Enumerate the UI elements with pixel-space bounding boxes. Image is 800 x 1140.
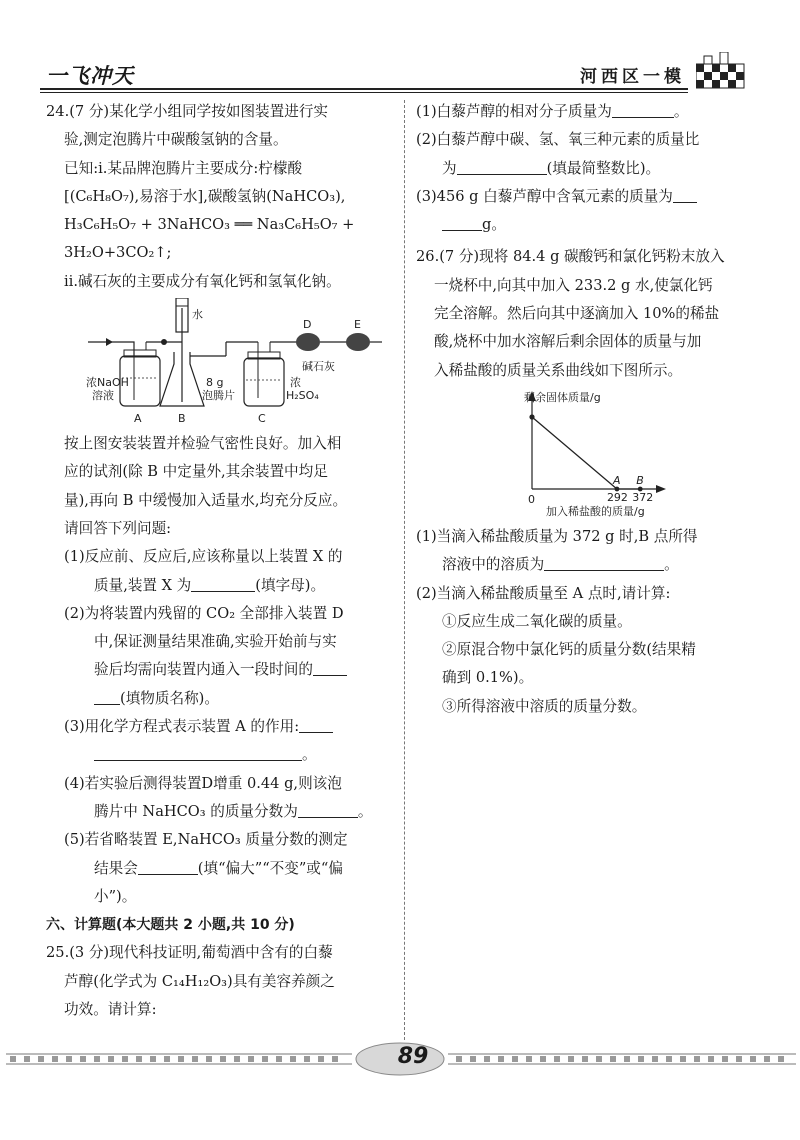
q26-sub2-item2-line1: ②原混合物中氯化钙的质量分数(结果精: [442, 641, 696, 659]
left-column: [46, 98, 396, 1024]
q24-proc-4: 请回答下列问题:: [64, 519, 172, 537]
drying-tube-e: [346, 333, 370, 351]
header-exam-name: 河西区一模: [580, 67, 685, 87]
answer-blank[interactable]: [94, 689, 120, 705]
q24-sub5-line2: 结果会 (填“偏大”“不变”或“偏: [94, 859, 343, 877]
q24-sub5-line1: (5)若省略装置 E,NaHCO₃ 质量分数的测定: [64, 831, 348, 849]
q24-known-2: [(C₆H₈O₇),易溶于水],碳酸氢钠(NaHCO₃),: [64, 187, 346, 205]
fig-sodalime: 碱石灰: [302, 360, 335, 374]
q26-sub2-item3: ③所得溶液中溶质的质量分数。: [442, 697, 647, 715]
header-rule: [40, 88, 688, 90]
fig-h2so4-2: H₂SO₄: [286, 389, 319, 403]
q24-sub4-line1: (4)若实验后测得装置D增重 0.44 g,则该泡: [64, 774, 342, 792]
q24-sub1-line2: 质量,装置 X 为 (填字母)。: [94, 576, 326, 594]
answer-blank[interactable]: [313, 661, 347, 677]
q26-line4: 酸,烧杯中加水溶解后剩余固体的质量与加: [434, 333, 702, 351]
page-number: 89: [397, 1044, 429, 1069]
fig-naoh-1: 浓NaOH: [86, 376, 129, 390]
q24-sub2-line2: 中,保证测量结果准确,实验开始前与实: [94, 633, 337, 651]
q25-sub2-line1: (2)白藜芦醇中碳、氢、氧三种元素的质量比: [416, 131, 700, 149]
section-six-heading: 六、计算题(本大题共 2 小题,共 10 分): [46, 917, 295, 934]
q24-sub3-line2: 。: [46, 741, 396, 769]
gas-inlet-arrow: [106, 338, 113, 346]
fig-label-c: C: [258, 412, 266, 426]
chart-series-line: [532, 417, 640, 489]
column-divider: [404, 100, 405, 1040]
chart-origin: 0: [528, 492, 535, 506]
q24-known-5: ⅱ.碱石灰的主要成分有氧化钙和氢氧化钠。: [64, 272, 341, 290]
checker-decoration: [696, 52, 748, 96]
q25-sub3-line1: (3)456 g 白藜芦醇中含氧元素的质量为: [416, 183, 761, 211]
q25-line3: 功效。请计算:: [64, 1001, 157, 1019]
chart-point-label-b: B: [636, 473, 644, 487]
q26-sub2-item2-line2: 确到 0.1%)。: [442, 669, 534, 687]
fig-water-label: 水: [192, 308, 203, 322]
chart-x-label: 加入稀盐酸的质量/g: [546, 504, 645, 517]
fig-naoh-2: 溶液: [92, 389, 114, 403]
q24-sub4-line2: 腾片中 NaHCO₃ 的质量分数为 。: [94, 802, 373, 820]
chart-x-arrow: [656, 485, 666, 493]
stopcock: [161, 339, 167, 345]
q24-sub5-line3: 小”)。: [94, 887, 137, 905]
chart-x-tick-292: 292: [606, 490, 628, 504]
q26-sub2-item1: ①反应生成二氧化碳的质量。: [442, 612, 632, 630]
q26-line3: 完全溶解。然后向其中逐滴加入 10%的稀盐: [434, 305, 720, 323]
fig-label-b: B: [178, 412, 186, 426]
answer-blank[interactable]: [544, 556, 664, 572]
q25-sub2-line2: 为 (填最简整数比)。: [442, 159, 661, 177]
q24-sub2-line1: (2)为将装置内残留的 CO₂ 全部排入装置 D: [64, 604, 344, 622]
right-column: [416, 98, 761, 721]
chart-start-point: [529, 414, 534, 419]
bottle-a: [116, 342, 134, 356]
fig-h2so4-1: 浓: [290, 376, 301, 390]
chart-y-label: 剩余固体质量/g: [524, 390, 601, 404]
q24-proc-3: 量),再向 B 中缓慢加入适量水,均充分反应。: [64, 491, 348, 509]
q26-line1: 26.(7 分)现将 84.4 g 碳酸钙和氯化钙粉末放入: [416, 248, 725, 266]
q25-sub1: (1)白藜芦醇的相对分子质量为 。: [416, 103, 689, 120]
q24-sub1-line1: (1)反应前、反应后,应该称量以上装置 X 的: [64, 548, 343, 566]
answer-blank[interactable]: [673, 187, 697, 203]
q24-known-1: 已知:ⅰ.某品牌泡腾片主要成分:柠檬酸: [64, 159, 303, 177]
q25-line2: 芦醇(化学式为 C₁₄H₁₂O₃)具有美容养颜之: [64, 972, 335, 990]
chart-point-label-a: A: [612, 473, 621, 487]
q24-sub3-line1: (3)用化学方程式表示装置 A 的作用:: [46, 713, 396, 741]
q24-stem-line2: 验,测定泡腾片中碳酸氢钠的含量。: [64, 131, 288, 149]
answer-blank[interactable]: [191, 576, 255, 592]
fig-mass: 8 g: [206, 376, 224, 390]
chart-x-tick-372: 372: [632, 490, 654, 504]
answer-blank[interactable]: [442, 216, 482, 232]
header-rule-thin: [40, 92, 688, 93]
fig-label-e: E: [354, 318, 361, 332]
q24-known-4: 3H₂O+3CO₂↑;: [64, 244, 172, 262]
answer-blank[interactable]: [94, 746, 302, 762]
q26-sub2: (2)当滴入稀盐酸质量至 A 点时,请计算:: [416, 584, 671, 602]
answer-blank[interactable]: [612, 102, 674, 118]
q26-sub1-line2: 溶液中的溶质为 。: [442, 556, 679, 574]
q24-sub2-line3: 验后均需向装置内通入一段时间的: [46, 656, 396, 684]
header-brand: 一飞冲天: [46, 64, 134, 88]
q24-known-3: H₃C₆H₅O₇ + 3NaHCO₃ ══ Na₃C₆H₅O₇ +: [64, 216, 355, 234]
answer-blank[interactable]: [457, 159, 547, 175]
drying-tube-d: [296, 333, 320, 351]
q24-stem-line1: 24.(7 分)某化学小组同学按如图装置进行实: [46, 103, 329, 120]
fig-label-a: A: [134, 412, 142, 426]
fig-tablet: 泡腾片: [202, 389, 235, 403]
q24-sub2-line4: (填物质名称)。: [46, 685, 396, 713]
solid-mass-chart: [510, 389, 710, 517]
q26-line2: 一烧杯中,向其中加入 233.2 g 水,使氯化钙: [434, 276, 713, 294]
answer-blank[interactable]: [299, 717, 333, 733]
q25-line1: 25.(3 分)现代科技证明,葡萄酒中含有的白藜: [46, 944, 333, 962]
q24-proc-2: 应的试剂(除 B 中定量外,其余装置中均足: [64, 463, 328, 481]
answer-blank[interactable]: [138, 859, 198, 875]
answer-blank[interactable]: [298, 802, 358, 818]
q24-proc-1: 按上图安装装置并检验气密性良好。加入相: [64, 435, 342, 453]
q26-line5: 入稀盐酸的质量关系曲线如下图所示。: [434, 361, 683, 379]
q26-sub1-line1: (1)当滴入稀盐酸质量为 372 g 时,B 点所得: [416, 527, 698, 545]
fig-label-d: D: [303, 318, 312, 332]
q25-sub3-line2: g。: [416, 211, 761, 239]
bottle-c: [244, 358, 284, 406]
apparatus-figure: [86, 298, 386, 428]
